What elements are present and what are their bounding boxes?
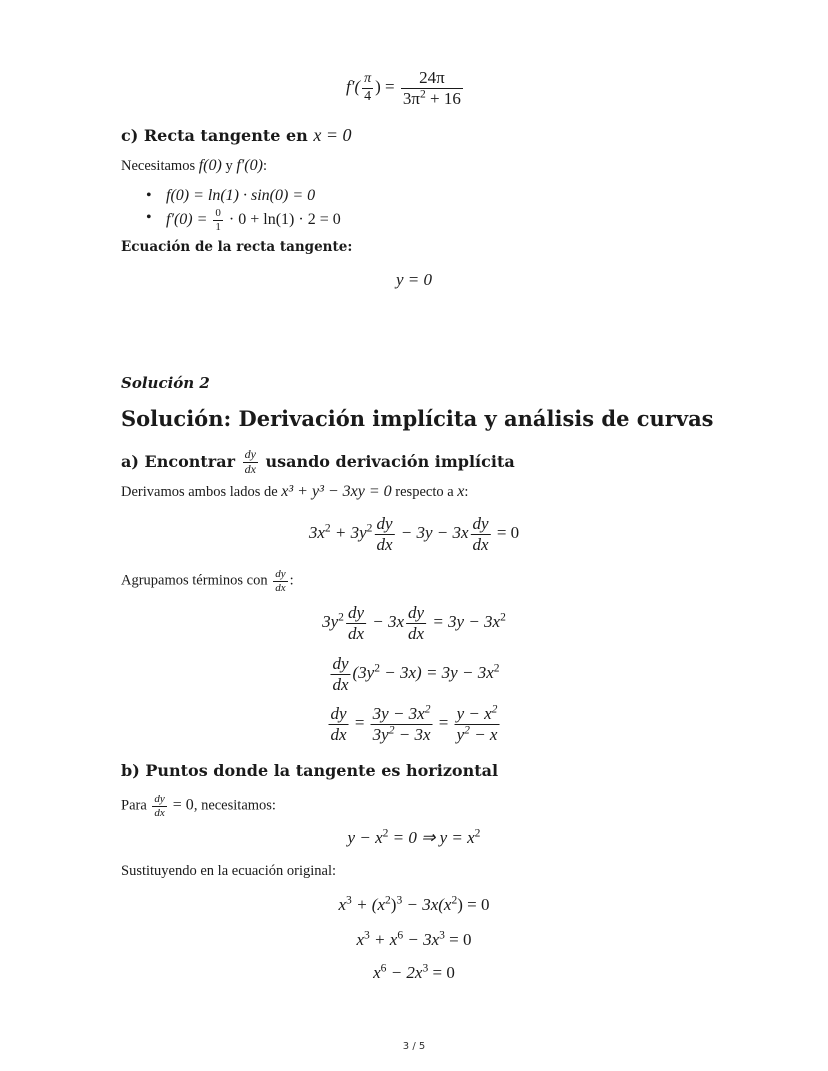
part-b-intro: Para $\frac{dy}{dx}$ = 0, necesitamos: bbox=[121, 793, 276, 819]
eq-lhs: f′( bbox=[346, 76, 361, 96]
factored-equation: $\frac{dy}{dx}$ $(3y^2 - 3x) = 3y - 3x^2$ bbox=[332, 654, 500, 694]
pi-over-4-fraction: $\frac{\pi}{4}$ bbox=[364, 71, 372, 104]
bullet-fprime0: • f′(0) = $\frac{0}{1}$ · 0 + ln(1) · 2 = 0 bbox=[140, 207, 341, 233]
zero-over-one-fraction: $\frac{0}{1}$ bbox=[215, 207, 221, 233]
result-fraction-1: $\frac{3y - 3x^2}{3y^2 - 3x}$ bbox=[372, 702, 431, 744]
part-c-bullet-list bbox=[140, 185, 341, 233]
dy-dx-result-equation: $\frac{dy}{dx}$ = $\frac{3y - 3x^2}{3y^2 - 3x}$ = $\frac{y - x^2}{y^2 - x}$ bbox=[330, 702, 498, 744]
substitution-equation-2: $x^3 + x^6 - 3x^3 = 0$ bbox=[356, 928, 472, 949]
solution-2-title: Solución: Derivación implícita y análisis de curvas bbox=[121, 406, 714, 431]
substitution-equation-1: $x^3 + (x^2)^3 - 3x(x^2) = 0$ bbox=[338, 893, 490, 914]
implicit-derivative-equation: $3x^2 + 3y^2$ $\frac{dy}{dx}$ − 3y − 3x $\frac{dy}{dx}$ = 0 bbox=[308, 514, 520, 554]
dy-dx-fraction: $\frac{dy}{dx}$ bbox=[408, 603, 425, 643]
substitution-text: Sustituyendo en la ecuación original: bbox=[121, 863, 337, 879]
dy-dx-fraction: $\frac{dy}{dx}$ bbox=[244, 447, 256, 476]
tangent-line-label: Ecuación de la recta tangente: bbox=[121, 239, 353, 255]
part-c-heading: c) Recta tangente en x = 0 bbox=[121, 125, 352, 145]
derivative-value-equation bbox=[346, 68, 465, 108]
tangent-line-equation: y = 0 bbox=[395, 270, 433, 289]
dy-dx-fraction: $\frac{dy}{dx}$ bbox=[332, 654, 349, 694]
result-fraction: $\frac{24\pi}{3\pi^2 + 16}$ bbox=[402, 68, 461, 108]
dy-dx-fraction: $\frac{dy}{dx}$ bbox=[275, 568, 286, 594]
grouped-equation: $3y^2$ $\frac{dy}{dx}$ − 3x $\frac{dy}{dx}$ = $3y - 3x^2$ bbox=[322, 603, 506, 643]
grouping-text: Agrupamos términos con $\frac{dy}{dx}$ : bbox=[121, 568, 294, 594]
dy-dx-fraction: $\frac{dy}{dx}$ bbox=[472, 514, 489, 554]
eq-close: ) = bbox=[375, 76, 395, 96]
dy-dx-fraction: $\frac{dy}{dx}$ bbox=[347, 603, 364, 643]
dy-dx-fraction: $\frac{dy}{dx}$ bbox=[330, 704, 347, 744]
dy-dx-fraction: $\frac{dy}{dx}$ bbox=[154, 793, 165, 819]
part-a-intro: Derivamos ambos lados de x³ + y³ − 3xy = 0 respecto a x: bbox=[121, 483, 469, 500]
part-a-heading: a) Encontrar $\frac{dy}{dx}$ usando derivación implícita bbox=[121, 447, 515, 476]
result-fraction-2: $\frac{y - x^2}{y^2 - x}$ bbox=[456, 702, 498, 744]
dy-dx-fraction: $\frac{dy}{dx}$ bbox=[376, 514, 393, 554]
solution-2-label: Solución 2 bbox=[121, 374, 210, 392]
part-b-heading: b) Puntos donde la tangente es horizontal bbox=[121, 761, 499, 780]
horizontal-tangent-condition: $y - x^2 = 0$ ⇒ $y = x^2$ bbox=[347, 826, 481, 847]
substitution-equation-3: $x^6 - 2x^3 = 0$ bbox=[373, 961, 455, 982]
part-c-intro: Necesitamos f(0) y f′(0): bbox=[121, 157, 267, 174]
bullet-f0: • f(0) = ln(1) · sin(0) = 0 bbox=[140, 185, 341, 207]
page-number: 3 / 5 bbox=[402, 1041, 426, 1052]
